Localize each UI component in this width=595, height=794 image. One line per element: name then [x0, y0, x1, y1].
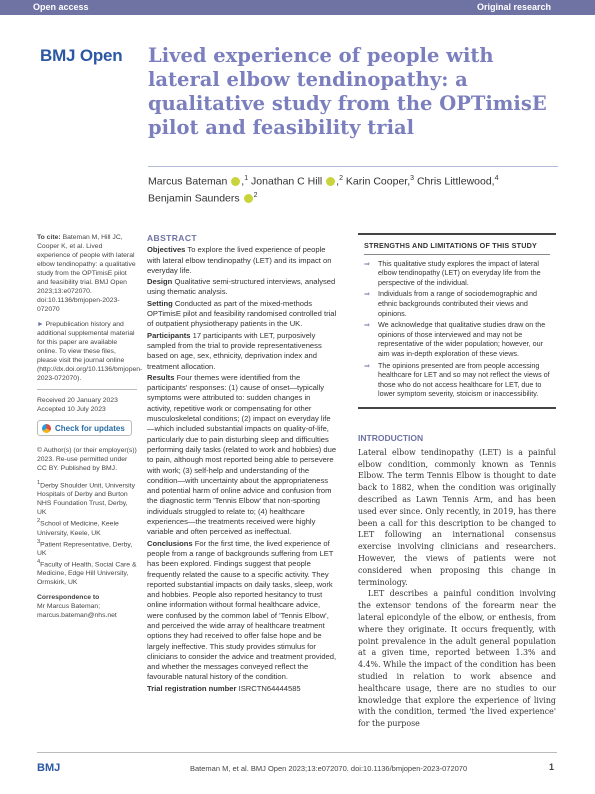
check-updates-label: Check for updates: [55, 423, 125, 433]
affiliation-2: School of Medicine, Keele University, Keele, UK: [37, 520, 119, 537]
list-item: [364, 259, 550, 288]
list-item-text: This qualitative study explores the impact of lateral elbow tendinopathy (LET) on everyday life from the perspective of the individual.: [378, 258, 541, 287]
footer-divider: [37, 752, 557, 753]
correspondence: [37, 593, 137, 620]
participants-label: Participants: [147, 330, 191, 340]
title-divider: [148, 166, 558, 167]
correspondence-name: Mr Marcus Bateman;: [37, 603, 101, 611]
copyright-text: © Author(s) (or their employer(s)) 2023. Re-use permitted under CC BY. Published by BMJ.: [37, 447, 137, 472]
affiliations: $^1$Derby Shoulder Unit, University Hospitals of Derby and Burton NHS Foundation Trust, Derby, UK $^2$School of Medicine, Keele University, Keele, UK $^3$Patient Representative, Derby, UK $^4$Faculty of Health, Social Care & Medicine, Edge Hill University, Ormskirk, UK: [37, 480, 137, 587]
dates-block: [37, 396, 137, 414]
correspondence-email[interactable]: marcus.bateman@nhs.net: [37, 612, 117, 620]
objectives-text: To explore the lived experience of people with lateral elbow tendinopathy (LET) and its impact on everyday life.: [147, 245, 332, 275]
affiliation-sup: 3: [410, 175, 415, 182]
list-item-text: Individuals from a range of sociodemographic and ethnic backgrounds contributed their views and opinions.: [378, 289, 538, 318]
page-number: 1: [548, 762, 554, 772]
affiliation-sup: 1: [244, 175, 249, 182]
registration-number[interactable]: ISRCTN64444585: [238, 683, 301, 693]
sidebar-divider: [37, 389, 137, 390]
author-name[interactable]: Benjamin Saunders: [148, 192, 243, 205]
arrow-icon: ⇒: [364, 289, 371, 299]
conclusions-text: For the first time, the lived experience of people from a range of backgrounds suffering from LET has been explored. Findings suggest that people frequently related the cause to a specific activity. They reported substantial impacts on daily tasks, sleep, work and hobbies. People also reported hesitancy to trust online information without formal healthcare advice, were confused by the common label of 'Tennis Elbow', and perceived the wide array of healthcare treatment options they had received to offer false hope and be largely ineffective. This study provides stimulus for clinicians to consider the advice and treatment provided, and whether the messages conveyed reflect the favourable natural history of the condition.: [147, 538, 337, 682]
crossmark-icon: [42, 424, 51, 433]
footer-citation: Bateman M, et al. BMJ Open 2023;13:e072070. doi:10.1136/bmjopen-2023-072070: [190, 764, 468, 773]
design-text: Qualitative semi-structured interviews, analysed using thematic analysis.: [147, 277, 336, 297]
list-item-text: We acknowledge that qualitative studies draw on the opinions of those interviewed and may not be representative of the wider population; however, our aim was in-depth exploration of these views.: [378, 320, 546, 358]
objectives-label: Objectives: [147, 245, 186, 255]
cite-text: Bateman M, Hill JC, Cooper K, et al. Lived experience of people with lateral elbow tendinopathy: a qualitative study from the OPTimisE pilot and feasibility trial. BMJ Open 2023;13:e072070. doi:10.1136/bmjopen-2023-072070: [37, 234, 136, 313]
footer-bmj-logo[interactable]: BMJ: [37, 762, 61, 774]
list-item: [364, 320, 550, 358]
article-type-label: Original research: [476, 2, 551, 12]
design-label: Design: [147, 277, 173, 287]
results-label: Results: [147, 372, 175, 382]
accepted-date: Accepted 10 July 2023: [37, 406, 106, 413]
arrow-icon: ⇒: [364, 360, 371, 370]
results-text: Four themes were identified from the participants' responses: (1) cause of onset—typically symptoms were attributed to: sudden changes in activity, repetitive work or compensating for other musculoskeletal conditions; (2) impact on everyday life—which included substantial impacts on quality-of-life, particularly due to pain disturbing sleep and difficulties performing daily tasks (related to work and hobbies) due to pain, although most reported being able to persevere with work; (3) self-help and understanding of the condition—with uncertainty about the appropriateness and potential harm of online advice and confusion from the diagnostic term 'Tennis Elbow' that non-sporting individuals struggled to relate to; (4) healthcare experiences—the treatments received were highly variable and often perceived as ineffectual.: [147, 372, 337, 537]
list-item-text: The opinions presented are from people accessing healthcare for LET and so may not reflect the views of those who do not access healthcare for LET, due to lower symptom severity, stoicism or inaccessibility.: [378, 360, 550, 399]
list-item: [364, 289, 550, 318]
open-access-label: Open access: [33, 2, 89, 12]
article-sidebar: [37, 233, 143, 626]
arrow-icon: ⇒: [364, 258, 371, 268]
check-for-updates-button[interactable]: [37, 420, 132, 436]
conclusions-label: Conclusions: [147, 538, 193, 548]
abstract-heading: ABSTRACT: [147, 233, 197, 243]
participants-text: 17 participants with LET, purposively sampled from the trial to provide representativeness based on age, sex, ethnicity, deprivation index and treatment allocation.: [147, 330, 322, 371]
article-title: Lived experience of people with lateral elbow tendinopathy: a qualitative study from the OPTimisE pilot and feasibility trial: [148, 44, 547, 139]
intro-paragraph-2: LET describes a painful condition involving the extensor tendons of the forearm near the lateral epicondyle of the elbow, or enthesis, from where they originate. It occurs frequently, with point prevalence in the adult general population at a given time, reported between 1.3% and 4.4%. While the impact of the condition has been studied in relation to work absence and healthcare usage, there are no studies to our knowledge that explore the experience of living with the condition, termed 'the lived experience' for the purpose: [358, 589, 556, 729]
introduction-section: [358, 433, 556, 730]
top-banner: [0, 0, 595, 15]
affiliation-1: Derby Shoulder Unit, University Hospitals of Derby and Burton NHS Foundation Trust, Derby, UK: [37, 482, 135, 517]
author-list: Marcus Bateman ,$^1$ Jonathan C Hill ,$^2$ Karin Cooper,$^3$ Chris Littlewood,$^4$ Benjamin Saunders $^2$: [148, 175, 499, 205]
affiliation-sup: 2: [253, 192, 258, 199]
orcid-icon[interactable]: [326, 177, 335, 186]
setting-label: Setting: [147, 298, 173, 308]
intro-paragraph-1: Lateral elbow tendinopathy (LET) is a painful elbow condition, commonly known as Tennis Elbow. The term Tennis Elbow is thought to date back to 1882, when the condition was originally described as Lawn Tennis Arm, and has been used ever since. Only recently, in 2019, has there been a call for this description to be changed to LET following an international consensus exercise involving clinicians and researchers. However, the views of patients were not considered when proposing this change in terminology.: [358, 447, 556, 587]
citation-block: [37, 233, 137, 314]
orcid-icon[interactable]: [231, 177, 240, 186]
author-name[interactable]: Marcus Bateman: [148, 175, 231, 188]
list-item: [364, 361, 550, 399]
prepub-text[interactable]: Prepublication history and additional supplemental material for this paper are available online. To view these files, please visit the journal online (http://dx.doi.org/10.1136/bmjopen-2023-072070).: [37, 321, 143, 382]
prepub-note: [37, 320, 143, 383]
affiliation-sup: 2: [339, 175, 343, 182]
journal-logo[interactable]: BMJ Open: [40, 46, 123, 65]
introduction-heading: INTRODUCTION: [358, 433, 424, 443]
affiliation-sup: 4: [494, 175, 499, 182]
cite-label: To cite:: [37, 234, 61, 241]
strengths-heading: STRENGTHS AND LIMITATIONS OF THIS STUDY: [364, 241, 550, 255]
author-name[interactable]: Jonathan C Hill: [251, 175, 326, 188]
author-name[interactable]: Chris Littlewood,: [416, 175, 495, 188]
affiliation-4: Faculty of Health, Social Care & Medicine, Edge Hill University, Ormskirk, UK: [37, 561, 137, 587]
author-name[interactable]: Karin Cooper,: [345, 175, 411, 188]
setting-text: Conducted as part of the mixed-methods OPTimisE pilot and feasibility randomised controlled trial of outpatient physiotherapy patients in the UK.: [147, 298, 337, 329]
affiliation-3: Patient Representative, Derby, UK: [37, 540, 133, 557]
strengths-limitations-box: [358, 233, 556, 409]
correspondence-label: Correspondence to: [37, 594, 100, 602]
received-date: Received 20 January 2023: [37, 397, 118, 404]
triangle-icon: ►: [37, 321, 44, 328]
orcid-icon[interactable]: [244, 194, 253, 203]
registration-label: Trial registration number: [147, 683, 237, 693]
abstract-section: [147, 233, 337, 695]
arrow-icon: ⇒: [364, 320, 371, 330]
